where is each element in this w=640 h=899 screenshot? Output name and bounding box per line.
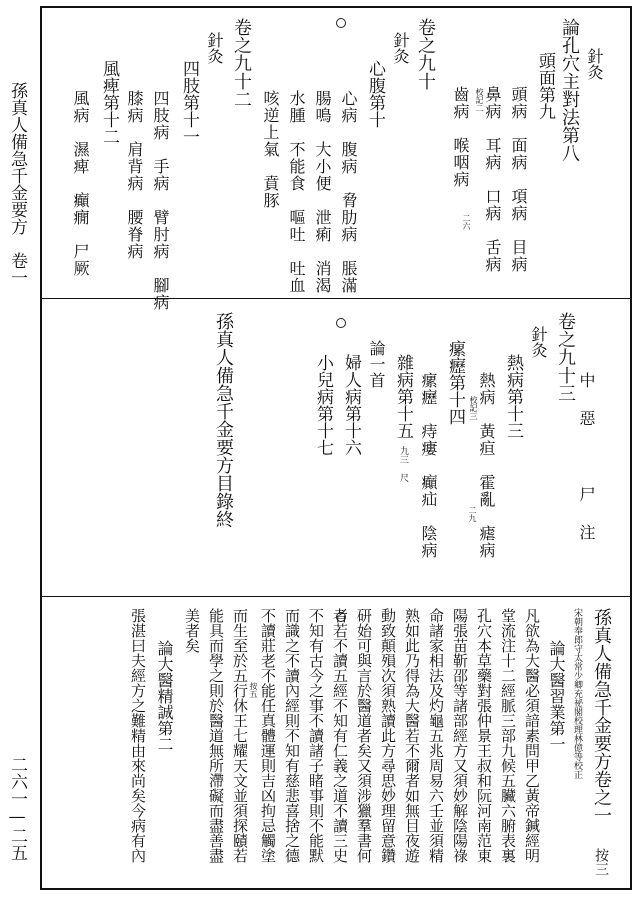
annotation-small: 二九 xyxy=(468,506,477,522)
body-text: 而生至於五行休王七耀天文並須探賾若 xyxy=(231,608,249,863)
annotation-small: 按五 xyxy=(249,682,258,698)
binding-mark xyxy=(336,318,346,328)
section-heading: 心腹第十 xyxy=(365,60,385,128)
page-number: 二六一—二五 xyxy=(7,756,27,861)
section-heading: 熱病第十三 xyxy=(503,354,523,439)
panel-divider-2 xyxy=(40,596,632,597)
volume-heading: 卷之九十 xyxy=(415,18,436,90)
annotation-small: 二六 xyxy=(462,214,471,230)
body-text: 命諸家相法及灼龜五兆周易六壬並須精 xyxy=(427,608,445,863)
body-text: 陽張苗靳邵等諸部經方又須妙解陰陽祿 xyxy=(451,608,469,863)
text-column: 熱病 黃疸 霍亂 瘧病 xyxy=(477,372,496,559)
text-column: 四肢病 手病 臂肘病 腳病 xyxy=(151,90,170,311)
text-column: 中惡 尸注 xyxy=(577,372,596,562)
text-column: 針灸 xyxy=(205,32,224,64)
section-heading: 瘰癧第十四 xyxy=(445,340,465,425)
section-heading: 論大醫精誠第二 xyxy=(155,640,174,752)
volume-heading: 卷之九十三 xyxy=(555,312,576,402)
body-text: 能具而學之則於醫道無所滯礙而盡善盡 xyxy=(207,608,225,863)
text-column: 腸鳴 大小便 泄痢 消渴 xyxy=(313,90,332,294)
binding-mark xyxy=(336,18,346,28)
catalog-end: 孫真人備急千金要方目錄終 xyxy=(213,312,234,528)
text-column: 風病 濕痺 癲癇 尸厥 xyxy=(71,90,90,277)
text-column: 針灸 xyxy=(585,48,604,80)
text-column: 鼻病 耳病 口病 舌病 xyxy=(483,86,502,273)
section-heading: 小兒病第十七 xyxy=(313,354,333,456)
body-text: 美者矣 xyxy=(183,608,201,653)
body-text: 熟如此乃得為大醫若不爾者如無目夜遊 xyxy=(403,608,421,863)
text-column: 瘰癧 痔瘻 癲疝 陰病 xyxy=(419,372,438,559)
text-column: 論一首 xyxy=(367,340,386,388)
text-column: 膝病 肩背病 腰脊病 xyxy=(125,90,144,260)
body-text: 動致顛殞次須熟讀此方尋思妙理留意鑽 xyxy=(379,608,397,863)
chapter-heading: 論孔穴主對法第八 xyxy=(559,18,580,162)
book-title: 孫真人備急千金要方 卷一 xyxy=(7,82,27,286)
text-column: 咳逆上氣 賁豚 xyxy=(261,90,280,209)
volume-heading: 卷之九十二 xyxy=(231,18,252,108)
body-text: 不知有古今之事不讀諸子睹事則不能默 xyxy=(307,608,325,863)
text-column: 針灸 xyxy=(529,326,548,358)
body-text: 而識之不讀內經則不知有慈悲喜捨之德 xyxy=(283,608,301,863)
body-text: 者若不讀五經不知有仁義之道不讀三史 xyxy=(331,608,349,863)
text-column: 按三 xyxy=(593,848,609,876)
text-column: 心病 腹病 脅肋病 脹滿 xyxy=(339,90,358,294)
body-text: 堂流注十二經脈三部九候五臟六腑表裏 xyxy=(499,608,517,863)
section-heading: 頭面第九 xyxy=(535,52,555,120)
section-heading: 婦人病第十六 xyxy=(341,354,361,456)
text-column: 齒病 喉咽病 xyxy=(451,86,470,188)
text-column: 針灸 xyxy=(391,32,410,64)
body-text: 張湛曰夫經方之難精由來尚矣今病有內 xyxy=(129,608,147,863)
volume-title: 孫真人備急千金要方卷之一 xyxy=(591,608,612,824)
body-text: 孔穴本草藥對張仲景王叔和阮河南范東 xyxy=(475,608,493,863)
body-text: 研始可與言於醫道者矣又須涉獵羣書何 xyxy=(355,608,373,863)
text-column: 頭病 面病 項病 目病 xyxy=(509,86,528,273)
annotation-small: 九三 尺 xyxy=(398,446,408,482)
body-text: 凡欲為大醫必須諳素問甲乙黃帝鍼經明 xyxy=(523,608,541,863)
section-heading: 雜病第十五 xyxy=(393,354,413,439)
annotation-small: 校記二 xyxy=(475,88,484,112)
body-text: 不讀莊老不能任真體運則吉凶拘忌觸塗 xyxy=(259,608,277,863)
section-heading: 四肢第十一 xyxy=(179,60,199,145)
text-column: 水腫 不能食 嘔吐 吐血 xyxy=(287,90,306,294)
panel-divider-1 xyxy=(40,298,632,299)
annotation-small: 校記三 xyxy=(469,396,478,420)
editor-note: 宋朝奉郎守太常少卿充祕閣校理林億等校正 xyxy=(572,608,582,779)
section-heading: 風痺第十二 xyxy=(99,60,119,145)
section-heading: 論大醫習業第一 xyxy=(547,640,566,752)
